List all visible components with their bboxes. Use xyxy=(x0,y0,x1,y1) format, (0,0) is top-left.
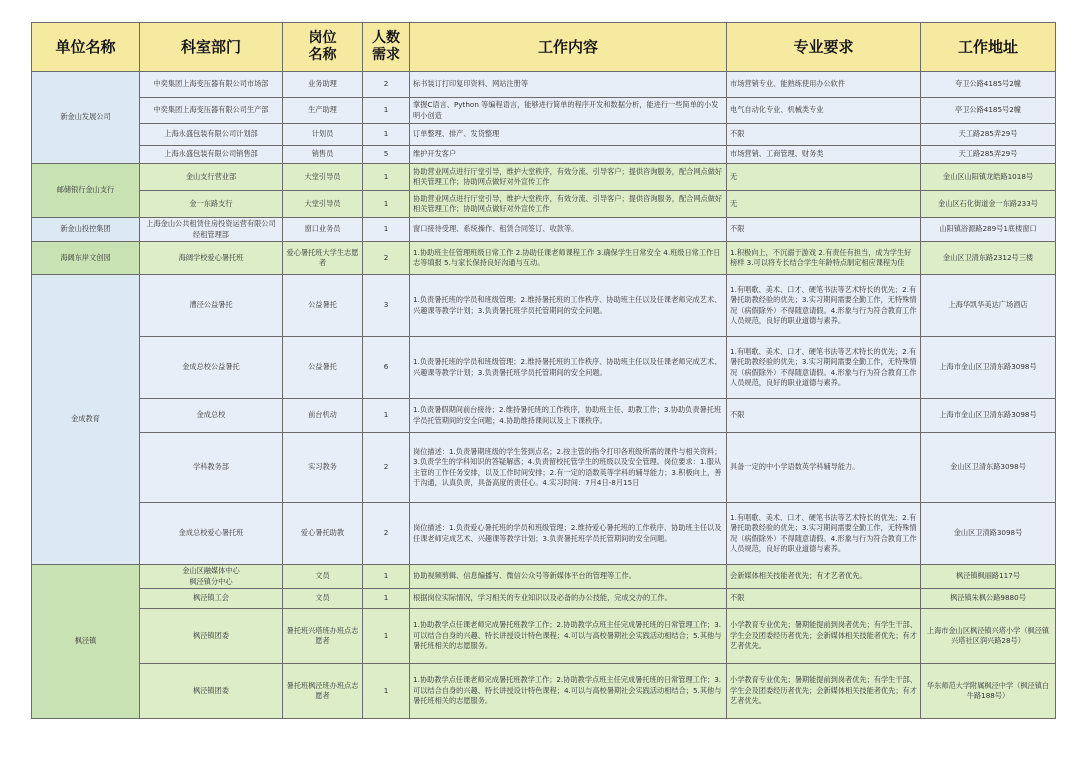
count-cell: 2 xyxy=(363,503,410,565)
requirement-cell: 不限 xyxy=(727,589,921,609)
dept-cell: 金成总校爱心暑托班 xyxy=(140,503,283,565)
table-row xyxy=(32,337,1056,399)
table-row xyxy=(32,191,1056,218)
requirement-cell: 1.有唱歌、美术、口才、硬笔书法等艺术特长的优先；2.有暑托助教经验的优先；3.实习期间需要全勤工作，无特殊情况（病假除外）不得随意请假。4.形象与行为符合教育工作人员规范，良好的职业道德与素养。 xyxy=(727,337,921,399)
header-req: 专业要求 xyxy=(727,23,921,72)
table-row xyxy=(32,399,1056,433)
dept-cell: 海阔学校爱心暑托班 xyxy=(140,242,283,275)
header-count xyxy=(363,23,410,72)
unit-name-cell: 新金山发展公司 xyxy=(32,72,140,164)
header-row xyxy=(32,23,1056,72)
table-body xyxy=(32,72,1056,719)
dept-cell: 金成总校 xyxy=(140,399,283,433)
header-dept: 科室部门 xyxy=(140,23,283,72)
table-row xyxy=(32,146,1056,164)
dept-cell: 枫泾镇工会 xyxy=(140,589,283,609)
address-cell: 金山区山阳镇龙皓路1018号 xyxy=(921,164,1056,191)
count-cell: 3 xyxy=(363,275,410,337)
table-row xyxy=(32,124,1056,146)
header-addr: 工作地址 xyxy=(921,23,1056,72)
work-content-cell: 掌握C语言、Python 等编程语言，能够进行简单的程序开发和数据分析，能进行一些简单的小发明小创造 xyxy=(410,98,727,124)
table-row xyxy=(32,242,1056,275)
post-cell: 大堂引导员 xyxy=(283,191,363,218)
count-cell: 1 xyxy=(363,609,410,664)
work-content-cell: 订单整理、排产、发货整理 xyxy=(410,124,727,146)
post-cell: 暑托班枫泾班办班点志愿者 xyxy=(283,664,363,719)
post-cell: 生产助理 xyxy=(283,98,363,124)
address-cell: 夸卫公路4185号2幢 xyxy=(921,72,1056,98)
post-cell: 爱心暑托助教 xyxy=(283,503,363,565)
address-cell: 枫泾镇枫丽路117号 xyxy=(921,565,1056,589)
count-cell: 2 xyxy=(363,242,410,275)
dept-cell: 中奕集团上海变压器有限公司生产部 xyxy=(140,98,283,124)
post-cell: 公益暑托 xyxy=(283,337,363,399)
table-row xyxy=(32,72,1056,98)
dept-cell: 上海金山公共租赁住房投资运营有限公司经租管理部 xyxy=(140,218,283,242)
requirement-cell: 1.积极向上，不沉溺于游戏 2.有责任有担当，成为学生好榜样 3.可以将专长结合学生年龄特点制定相应课程为佳 xyxy=(727,242,921,275)
unit-name-cell: 枫泾镇 xyxy=(32,565,140,719)
requirement-cell: 小学教育专业优先；暑期能提前到岗者优先；有学生干部、学生会及团委经历者优先；会新媒体相关技能者优先；有才艺者优先。 xyxy=(727,609,921,664)
unit-name-cell: 海阔东岸文创园 xyxy=(32,242,140,275)
post-cell: 暑托班兴塔班办班点志愿者 xyxy=(283,609,363,664)
count-cell: 1 xyxy=(363,664,410,719)
post-cell: 窗口业务员 xyxy=(283,218,363,242)
work-content-cell: 根据岗位实际情况，学习相关的专业知识以及必备的办公技能，完成交办的工作。 xyxy=(410,589,727,609)
work-content-cell: 协助营业网点进行厅堂引导，维护大堂秩序，有效分流、引导客户；提供咨询服务，配合网点做好相关管理工作；协助网点做好对外宣传工作 xyxy=(410,164,727,191)
dept-cell: 上海永盛包装有限公司销售部 xyxy=(140,146,283,164)
post-cell: 文员 xyxy=(283,565,363,589)
requirement-cell: 会新媒体相关技能者优先；有才艺者优先。 xyxy=(727,565,921,589)
address-cell: 金山区卫清东路3098号 xyxy=(921,433,1056,503)
requirement-cell: 不限 xyxy=(727,124,921,146)
address-cell: 山阳镇浴源路289号1底楼窗口 xyxy=(921,218,1056,242)
post-cell: 公益暑托 xyxy=(283,275,363,337)
table-row xyxy=(32,565,1056,589)
header-post xyxy=(283,23,363,72)
address-cell: 天工路285弄29号 xyxy=(921,124,1056,146)
table-row xyxy=(32,218,1056,242)
dept-cell: 枫泾镇团委 xyxy=(140,609,283,664)
dept-cell: 枫泾镇团委 xyxy=(140,664,283,719)
work-content-cell: 1.协助班主任管理班级日常工作 2.协助任课老师课程工作 3.确保学生日常安全 4.班级日常工作日志等填报 5.与家长保持良好沟通与互动。 xyxy=(410,242,727,275)
dept-cell: 金成总校公益暑托 xyxy=(140,337,283,399)
dept-cell: 学科教务部 xyxy=(140,433,283,503)
unit-name-cell: 新金山投控集团 xyxy=(32,218,140,242)
requirement-cell: 1.有唱歌、美术、口才、硬笔书法等艺术特长的优先；2.有暑托助教经验的优先；3.实习期间需要全勤工作，无特殊情况（病假除外）不得随意请假。4.形象与行为符合教育工作人员规范，良好的职业道德与素养。 xyxy=(727,275,921,337)
post-cell: 前台机动 xyxy=(283,399,363,433)
table-row xyxy=(32,503,1056,565)
address-cell: 金山区卫清东路2312号三楼 xyxy=(921,242,1056,275)
address-cell: 亭卫公路4185号2幢 xyxy=(921,98,1056,124)
address-cell: 华东师范大学附属枫泾中学（枫泾镇白牛路188号） xyxy=(921,664,1056,719)
address-cell: 上海华凯华美达广场酒店 xyxy=(921,275,1056,337)
count-cell: 1 xyxy=(363,164,410,191)
unit-name-cell: 邮储银行金山支行 xyxy=(32,164,140,218)
header-post-text: 岗位 名称 xyxy=(308,30,337,63)
count-cell: 1 xyxy=(363,565,410,589)
requirement-cell: 无 xyxy=(727,164,921,191)
count-cell: 2 xyxy=(363,433,410,503)
post-cell: 实习教务 xyxy=(283,433,363,503)
table-row xyxy=(32,433,1056,503)
post-cell: 业务助理 xyxy=(283,72,363,98)
work-content-cell: 协助视频剪辑、信息编播写、微信公众号等新媒体平台的管理等工作。 xyxy=(410,565,727,589)
address-cell: 金山区石化街道金一东路233号 xyxy=(921,191,1056,218)
count-cell: 1 xyxy=(363,399,410,433)
dept-cell: 中奕集团上海变压器有限公司市场部 xyxy=(140,72,283,98)
work-content-cell: 标书装订打印复印资料、网站注册等 xyxy=(410,72,727,98)
address-cell: 上海市金山区卫清东路3098号 xyxy=(921,399,1056,433)
table-row xyxy=(32,664,1056,719)
dept-cell: 金一东路支行 xyxy=(140,191,283,218)
requirement-cell: 不限 xyxy=(727,218,921,242)
post-cell: 计划员 xyxy=(283,124,363,146)
work-content-cell: 协助营业网点进行厅堂引导，维护大堂秩序，有效分流、引导客户；提供咨询服务，配合网点做好相关管理工作；协助网点做好对外宣传工作 xyxy=(410,191,727,218)
work-content-cell: 岗位描述：1.负责爱心暑托班的学员和班级管理；2.维持爱心暑托班的工作秩序、协助班主任以及任课老师完成艺术、兴趣课等教学计划；3.负责暑托班学员托管期间的安全问题。 xyxy=(410,503,727,565)
dept-cell: 漕泾公益暑托 xyxy=(140,275,283,337)
table-row xyxy=(32,275,1056,337)
dept-cell: 金山支行营业部 xyxy=(140,164,283,191)
requirement-cell: 具备一定的中小学语数英学科辅导能力。 xyxy=(727,433,921,503)
count-cell: 1 xyxy=(363,589,410,609)
dept-cell: 金山区融媒体中心 枫泾镇分中心 xyxy=(140,565,283,589)
table-row xyxy=(32,609,1056,664)
header-count-text: 人数 需求 xyxy=(372,30,400,63)
requirement-cell: 不限 xyxy=(727,399,921,433)
address-cell: 上海市金山区枫泾镇兴塔小学（枫泾镇兴塔社区润兴路28号） xyxy=(921,609,1056,664)
work-content-cell: 岗位描述：1.负责暑期班级的学生签到点名；2.按主管的指令打印各班级所需的课件与相关资料；3.负责学生的学科知识的答疑解惑；4.负责留校托管学生的班级以及安全管理。岗位要求：1.服从主管的工作任务安排，以及工作时间安排；2.有一定的语数英等学科的辅导能力；3.积极向上，善于沟通，认真负责，具备高度的责任心。4.实习时间：7月4日-8月15日 xyxy=(410,433,727,503)
requirement-cell: 1.有唱歌、美术、口才、硬笔书法等艺术特长的优先；2.有暑托助教经验的优先；3.实习期间需要全勤工作，无特殊情况（病假除外）不得随意请假。4.形象与行为符合教育工作人员规范，良好的职业道德与素养。 xyxy=(727,503,921,565)
count-cell: 1 xyxy=(363,218,410,242)
work-content-cell: 窗口接待受理、系统操作、租赁合同签订、收款等。 xyxy=(410,218,727,242)
post-cell: 销售员 xyxy=(283,146,363,164)
recruitment-table-sheet xyxy=(31,22,1055,719)
count-cell: 6 xyxy=(363,337,410,399)
work-content-cell: 1.负责暑假期间前台接待；2.维持暑托班的工作秩序，协助班主任、助教工作；3.协助负责暑托班学员托管期间的安全问题；4.协助维持课间以及上下课秩序。 xyxy=(410,399,727,433)
table-row xyxy=(32,589,1056,609)
address-cell: 金山区卫清路3098号 xyxy=(921,503,1056,565)
address-cell: 枫泾镇朱枫公路9880号 xyxy=(921,589,1056,609)
post-cell: 爱心暑托班大学生志愿者 xyxy=(283,242,363,275)
work-content-cell: 维护开发客户 xyxy=(410,146,727,164)
requirement-cell: 无 xyxy=(727,191,921,218)
count-cell: 5 xyxy=(363,146,410,164)
count-cell: 1 xyxy=(363,98,410,124)
header-work: 工作内容 xyxy=(410,23,727,72)
header-unit: 单位名称 xyxy=(32,23,140,72)
work-content-cell: 1.协助教学点任课老师完成暑托班教学工作；2.协助教学点班主任完成暑托班的日常管理工作；3.可以结合自身的兴趣、特长讲授设计特色课程；4.可以与高校暑期社会实践活动相结合；5.其他与暑托班相关的志愿服务。 xyxy=(410,609,727,664)
unit-name-cell: 金成教育 xyxy=(32,275,140,565)
requirement-cell: 市场营销专业、能熟练使用办公软件 xyxy=(727,72,921,98)
requirement-cell: 电气自动化专业、机械类专业 xyxy=(727,98,921,124)
address-cell: 上海市金山区卫清东路3098号 xyxy=(921,337,1056,399)
requirement-cell: 小学教育专业优先；暑期能提前到岗者优先；有学生干部、学生会及团委经历者优先；会新媒体相关技能者优先；有才艺者优先。 xyxy=(727,664,921,719)
work-content-cell: 1.协助教学点任课老师完成暑托班教学工作；2.协助教学点班主任完成暑托班的日常管理工作；3.可以结合自身的兴趣、特长讲授设计特色课程；4.可以与高校暑期社会实践活动相结合；5.其他与暑托班相关的志愿服务。 xyxy=(410,664,727,719)
work-content-cell: 1.负责暑托班的学员和班级管理；2.维持暑托班的工作秩序、协助班主任以及任课老师完成艺术、兴趣课等教学计划；3.负责暑托班学员托管期间的安全问题。 xyxy=(410,337,727,399)
count-cell: 2 xyxy=(363,72,410,98)
address-cell: 天工路285弄29号 xyxy=(921,146,1056,164)
count-cell: 1 xyxy=(363,191,410,218)
count-cell: 1 xyxy=(363,124,410,146)
recruitment-table xyxy=(31,22,1056,719)
post-cell: 大堂引导员 xyxy=(283,164,363,191)
table-row xyxy=(32,164,1056,191)
work-content-cell: 1.负责暑托班的学员和班级管理；2.维持暑托班的工作秩序、协助班主任以及任课老师完成艺术、兴趣课等教学计划；3.负责暑托班学员托管期间的安全问题。 xyxy=(410,275,727,337)
requirement-cell: 市场营销、工商管理、财务类 xyxy=(727,146,921,164)
dept-cell: 上海永盛包装有限公司计划部 xyxy=(140,124,283,146)
post-cell: 文员 xyxy=(283,589,363,609)
table-row xyxy=(32,98,1056,124)
